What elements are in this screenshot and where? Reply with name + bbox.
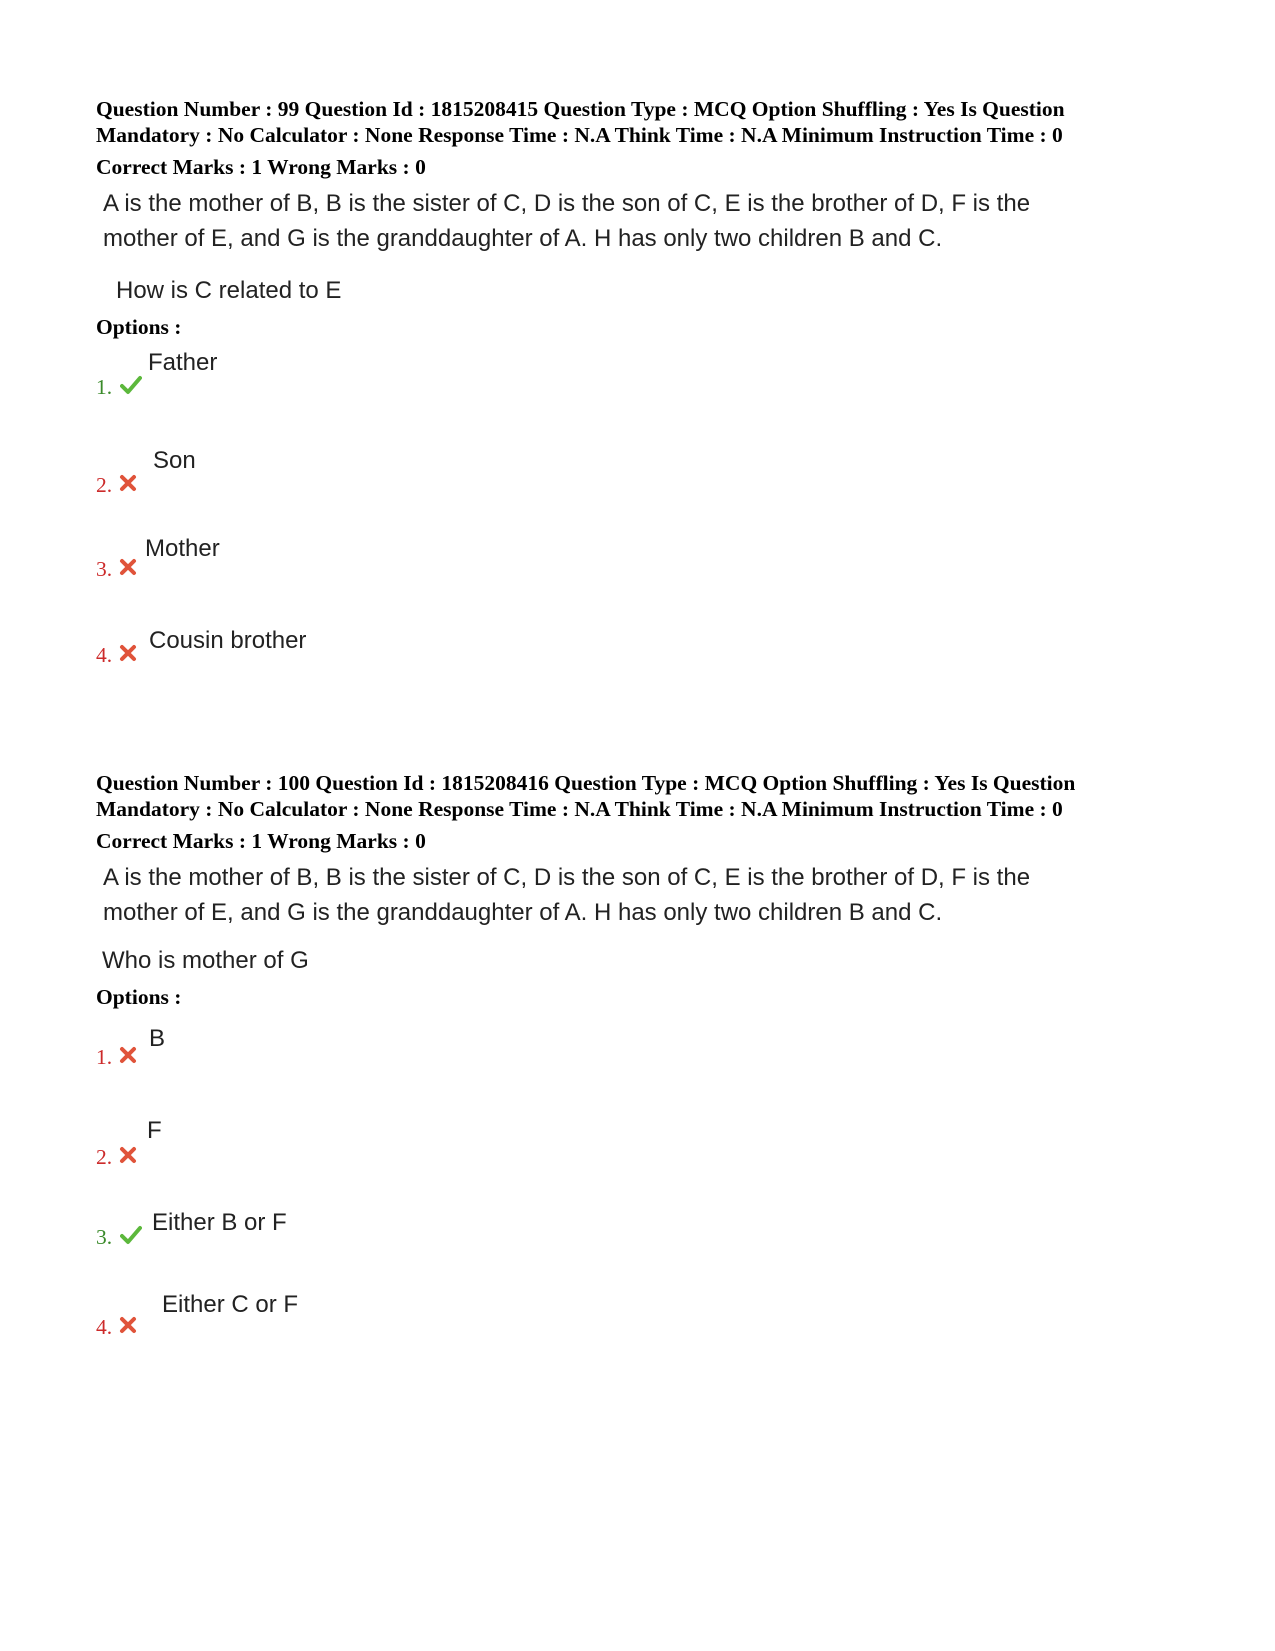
cross-icon [119, 1316, 137, 1334]
question-stem [96, 860, 1123, 930]
option-2 [96, 1116, 1196, 1208]
options-list [96, 348, 1196, 686]
option-4 [96, 626, 1196, 686]
option-number: 2. [96, 1145, 113, 1169]
option-3 [96, 534, 1196, 626]
question-meta [96, 770, 1196, 822]
question-marks: Correct Marks : 1 Wrong Marks : 0 [96, 829, 426, 853]
question-prompt: How is C related to E [116, 277, 342, 304]
option-4 [96, 1290, 1196, 1350]
option-text: F [147, 1117, 162, 1144]
option-number: 1. [96, 1045, 113, 1069]
cross-icon [119, 644, 137, 662]
cross-icon [119, 1046, 137, 1064]
option-text: B [149, 1025, 166, 1052]
question-meta-line-2: Mandatory : No Calculator : None Response Time : N.A Think Time : N.A Minimum Instruction Time : 0 [96, 797, 1063, 821]
option-number: 4. [96, 643, 113, 667]
question-99 [96, 96, 1196, 686]
option-text: Cousin brother [149, 627, 307, 654]
option-2 [96, 446, 1196, 534]
option-text: Father [148, 349, 218, 376]
question-meta-line-1: Question Number : 99 Question Id : 1815208415 Question Type : MCQ Option Shuffling : Yes Is Question [96, 97, 1065, 121]
stem-line-1: A is the mother of B, B is the sister of C, D is the son of C, E is the brother of D, F is the [103, 864, 1031, 891]
question-prompt: Who is mother of G [102, 947, 309, 974]
option-text: Either B or F [152, 1209, 287, 1236]
cross-icon [119, 558, 137, 576]
question-marks: Correct Marks : 1 Wrong Marks : 0 [96, 155, 426, 179]
question-100 [96, 770, 1196, 1350]
option-number: 4. [96, 1315, 113, 1339]
question-meta-line-2: Mandatory : No Calculator : None Response Time : N.A Think Time : N.A Minimum Instruction Time : 0 [96, 123, 1063, 147]
options-label: Options : [96, 985, 182, 1009]
options-list [96, 1024, 1196, 1350]
stem-line-1: A is the mother of B, B is the sister of C, D is the son of C, E is the brother of D, F is the [103, 190, 1031, 217]
option-text: Son [153, 447, 196, 474]
question-stem [96, 186, 1123, 256]
option-3 [96, 1208, 1196, 1290]
options-label: Options : [96, 315, 182, 339]
stem-line-2: mother of E, and G is the granddaughter of A. H has only two children B and C. [103, 225, 943, 252]
check-icon [120, 1224, 142, 1246]
option-number: 3. [96, 1225, 113, 1249]
option-number: 3. [96, 557, 113, 581]
option-1 [96, 348, 1196, 446]
option-1 [96, 1024, 1196, 1116]
question-meta-line-1: Question Number : 100 Question Id : 1815208416 Question Type : MCQ Option Shuffling : Yes Is Question [96, 771, 1076, 795]
stem-line-2: mother of E, and G is the granddaughter of A. H has only two children B and C. [103, 899, 943, 926]
cross-icon [119, 1146, 137, 1164]
cross-icon [119, 474, 137, 492]
option-number: 2. [96, 473, 113, 497]
check-icon [120, 374, 142, 396]
option-text: Mother [145, 535, 220, 562]
option-number: 1. [96, 375, 113, 399]
question-meta [96, 96, 1196, 148]
option-text: Either C or F [162, 1291, 299, 1318]
